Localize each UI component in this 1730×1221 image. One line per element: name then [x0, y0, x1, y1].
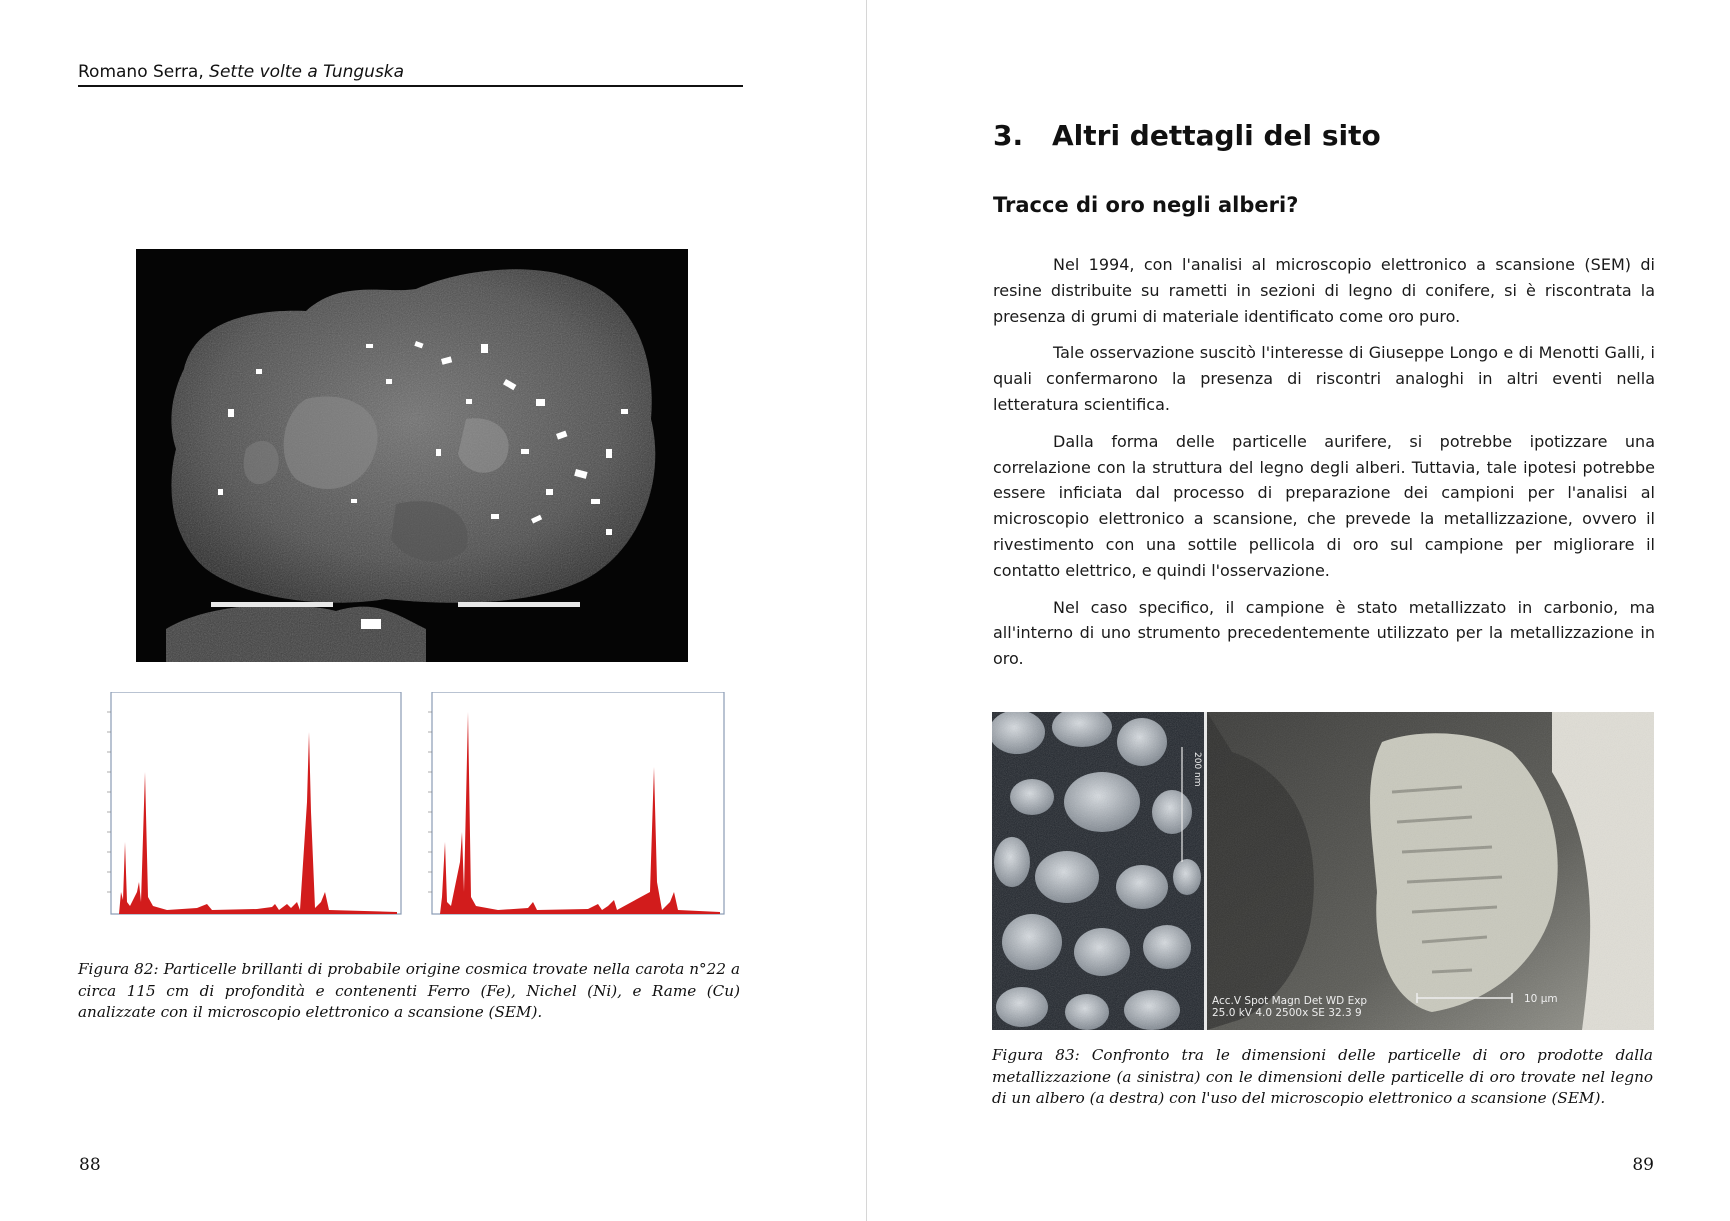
running-header-author: Romano Serra,: [78, 62, 204, 82]
spectrum-chart-left: [97, 692, 403, 920]
running-header: [78, 62, 743, 87]
left-scale-label: 200 nm: [1192, 752, 1202, 787]
sem-particle-image: [136, 249, 688, 662]
section-title: Tracce di oro negli alberi?: [993, 193, 1299, 217]
gold-particle-comparison-image: [992, 712, 1654, 1030]
figure-83-caption: Figura 83: Confronto tra le dimensioni delle particelle di oro prodotte dalla metallizzazione (a sinistra) con le dimensioni delle particelle di oro trovate nel legno di un albero (a destra) con l'uso del microscopio elettronico a scansione (SEM).: [992, 1046, 1653, 1107]
paragraph: Nel caso specifico, il campione è stato metallizzato in carbonio, ma all'interno di uno strumento precedentemente utilizzato per la metallizzazione in oro.: [993, 597, 1655, 669]
scale-bar: [458, 602, 580, 607]
figure-82-caption: Figura 82: Particelle brillanti di probabile origine cosmica trovate nella carota n°22 a circa 115 cm di profondità e contenenti Ferro (Fe), Nichel (Ni), e Rame (Cu) analizzate con il microscopio elettronico a scansione (SEM).: [78, 960, 740, 1021]
book-spine-divider: [866, 0, 867, 1221]
paragraph: Tale osservazione suscitò l'interesse di Giuseppe Longo e di Menotti Galli, i quali confermarono la presenza di riscontri analoghi in altri eventi nella letteratura scientifica.: [993, 343, 1655, 414]
body-text: [993, 252, 1655, 683]
chapter-title-text: Altri dettagli del sito: [1052, 119, 1381, 152]
sem-label-values: 25.0 kV 4.0 2500x SE 32.3 9: [1212, 1007, 1362, 1019]
page-number: 88: [79, 1155, 101, 1175]
scale-bar: [211, 602, 333, 607]
page-number: 89: [1632, 1155, 1654, 1175]
spectrum-chart-right: [418, 692, 726, 920]
sem-label-header: Acc.V Spot Magn Det WD Exp: [1212, 995, 1368, 1007]
paragraph: Nel 1994, con l'analisi al microscopio elettronico a scansione (SEM) di resine distribuite su rametti in sezioni di legno di conifere, si è riscontrata la presenza di grumi di materiale identificato come oro puro.: [993, 255, 1655, 326]
chapter-number: 3.: [993, 119, 1024, 152]
running-header-title: Sette volte a Tunguska: [209, 62, 405, 82]
sem-scale-label: 10 µm: [1524, 993, 1558, 1005]
chapter-title: [993, 119, 1381, 152]
paragraph: Dalla forma delle particelle aurifere, si potrebbe ipotizzare una correlazione con la struttura del legno degli alberi. Tuttavia, tale ipotesi potrebbe essere inficiata dal processo di preparazione dei campioni per l'analisi al microscopio elettronico a scansione, che prevede la metallizzazione, ovvero il rivestimento con una sottile pellicola di oro sul campione per migliorare il contatto elettrico, e quindi l'osservazione.: [993, 431, 1655, 580]
